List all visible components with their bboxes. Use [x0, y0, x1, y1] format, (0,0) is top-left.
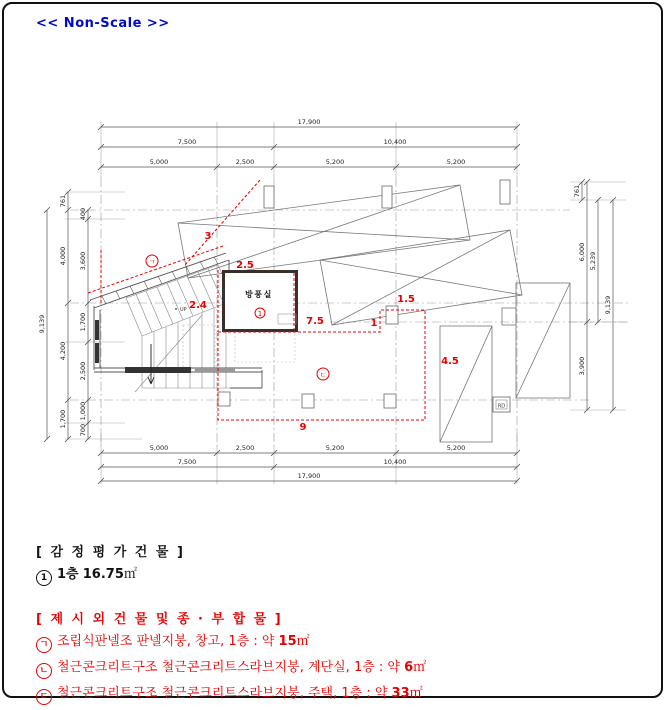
- stair-cut-line: [135, 315, 202, 392]
- svg-text:5,200: 5,200: [325, 158, 345, 166]
- extra-title: [ 제 시 외 건 물 및 종 · 부 합 물 ]: [36, 612, 283, 627]
- red-1: 1: [370, 318, 378, 329]
- windbreak-room: [222, 272, 298, 331]
- svg-text:3,600: 3,600: [79, 251, 87, 271]
- up-label: UP: [180, 307, 187, 313]
- mark-da-circle: [317, 368, 329, 380]
- svg-text:761: 761: [573, 184, 581, 198]
- red-2-5: 2.5: [236, 260, 254, 271]
- svg-text:5,239: 5,239: [589, 251, 597, 271]
- circled-na-mark: ㄴ: [36, 663, 52, 679]
- red-1-5: 1.5: [397, 294, 415, 305]
- svg-text:9,139: 9,139: [38, 314, 46, 334]
- svg-text:5,200: 5,200: [325, 444, 345, 452]
- extra-item-da: ㄷ 철근콘크리트구조 철근콘크리트스라브지붕, 주택, 1층 : 약 33㎡: [36, 684, 426, 705]
- down-arrow: [148, 344, 154, 384]
- svg-text:5,200: 5,200: [446, 444, 466, 452]
- svg-text:3,900: 3,900: [578, 356, 586, 376]
- circled-ga-mark: ㄱ: [36, 637, 52, 653]
- svg-text:2,500: 2,500: [235, 444, 255, 452]
- svg-text:400: 400: [79, 207, 87, 221]
- svg-text:5,000: 5,000: [149, 444, 169, 452]
- svg-text:ㄷ: ㄷ: [319, 371, 327, 379]
- mark-ga-circle: [146, 255, 158, 267]
- svg-text:17,900: 17,900: [297, 118, 321, 126]
- svg-text:4,000: 4,000: [59, 246, 67, 266]
- stair-treads-lower: [142, 303, 234, 388]
- red-4-5: 4.5: [441, 356, 459, 367]
- svg-text:ㄱ: ㄱ: [148, 258, 156, 266]
- svg-text:700: 700: [79, 423, 87, 437]
- svg-text:5,200: 5,200: [446, 158, 466, 166]
- circled-1-mark: 1: [36, 570, 52, 586]
- svg-text:1,700: 1,700: [59, 409, 67, 429]
- grid-lines: [70, 178, 630, 446]
- svg-text:1,000: 1,000: [79, 401, 87, 421]
- svg-text:10,400: 10,400: [383, 138, 407, 146]
- floor-plan: [30, 100, 662, 505]
- circled-da-mark: ㄷ: [36, 689, 52, 705]
- red-3: 3: [204, 231, 212, 242]
- red-9: 9: [299, 422, 307, 433]
- red-7-5: 7.5: [306, 316, 324, 327]
- dimension-lines: [44, 124, 616, 484]
- canopy-hatch: [102, 257, 218, 304]
- extra-item-ga: ㄱ 조립식판넬조 판넬지붕, 창고, 1층 : 약 15㎡: [36, 632, 426, 653]
- svg-text:2,500: 2,500: [79, 361, 87, 381]
- svg-text:9,139: 9,139: [604, 295, 612, 315]
- svg-text:1: 1: [257, 310, 263, 318]
- svg-text:5,000: 5,000: [149, 158, 169, 166]
- extra-building-notes: [36, 608, 426, 710]
- appraised-item: 1 1층 16.75㎡: [36, 565, 185, 586]
- red-2-4: 2.4: [189, 300, 207, 311]
- svg-text:761: 761: [59, 194, 67, 208]
- floor-plan-svg: [30, 100, 662, 505]
- svg-text:7,500: 7,500: [177, 458, 197, 466]
- room-label: 방풍실: [245, 290, 273, 299]
- appraised-building-notes: [36, 541, 185, 591]
- roof-drain: [493, 397, 510, 412]
- svg-text:1,700: 1,700: [79, 312, 87, 332]
- extra-item-na: ㄴ 철근콘크리트구조 철근콘크리트스라브지붕, 계단실, 1층 : 약 6㎡: [36, 658, 426, 679]
- svg-text:17,900: 17,900: [297, 472, 321, 480]
- svg-text:2,500: 2,500: [235, 158, 255, 166]
- svg-text:4,200: 4,200: [59, 341, 67, 361]
- dimension-labels: [38, 118, 612, 480]
- svg-text:6,000: 6,000: [578, 242, 586, 262]
- rd-label: RD: [497, 403, 506, 410]
- dimension-ticks: [44, 124, 616, 484]
- svg-text:10,400: 10,400: [383, 458, 407, 466]
- appraised-title: [ 감 정 평 가 건 물 ]: [36, 545, 185, 560]
- non-scale-note: << Non-Scale >>: [36, 16, 170, 31]
- svg-text:7,500: 7,500: [177, 138, 197, 146]
